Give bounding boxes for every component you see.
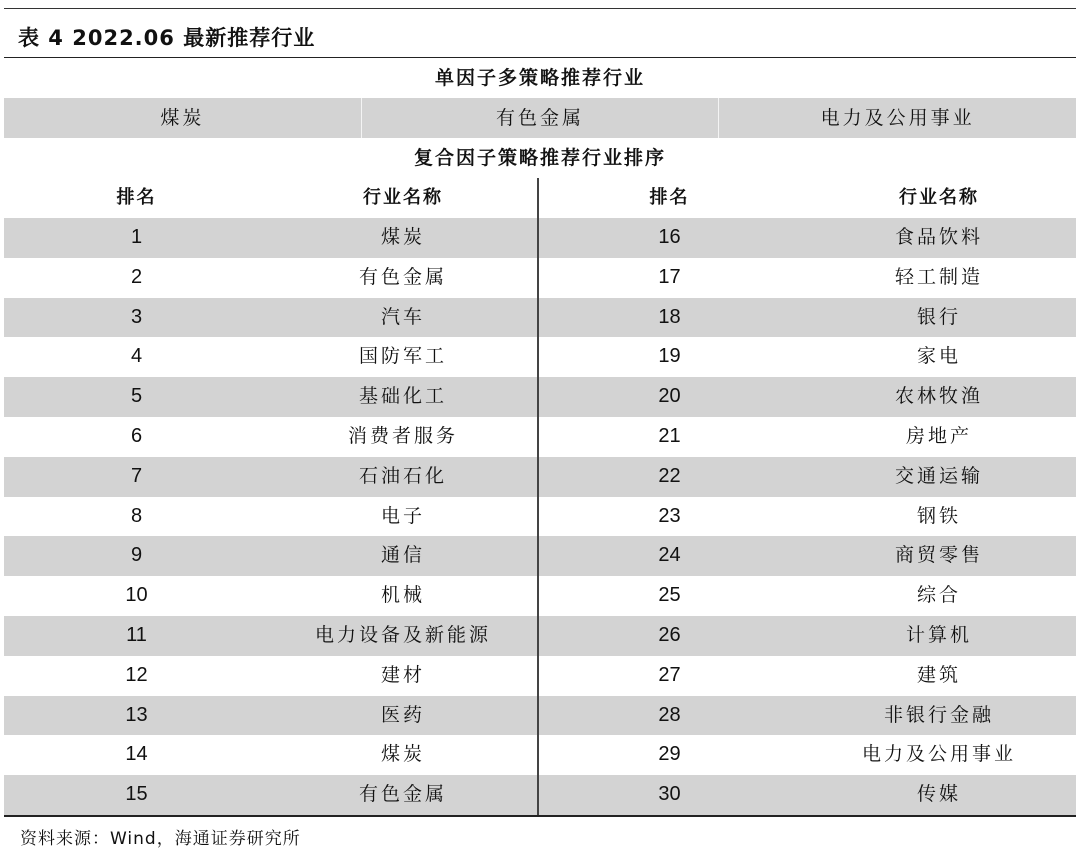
table-row bbox=[4, 696, 1076, 736]
table-title: 表 4 2022.06 最新推荐行业 bbox=[18, 26, 316, 50]
table-row bbox=[4, 298, 1076, 338]
table-row bbox=[4, 337, 1076, 377]
ranking-table-body bbox=[4, 218, 1076, 815]
rank-right: 25 bbox=[658, 584, 681, 607]
table-row bbox=[4, 735, 1076, 775]
table-row bbox=[4, 218, 1076, 258]
industry-right: 农林牧渔 bbox=[894, 385, 983, 408]
industry-left: 机械 bbox=[380, 584, 425, 607]
rank-left: 10 bbox=[125, 584, 148, 607]
single-factor-item: 有色金属 bbox=[362, 98, 720, 138]
rank-left: 3 bbox=[130, 305, 143, 328]
rank-right: 29 bbox=[658, 743, 681, 766]
table-row bbox=[4, 616, 1076, 656]
column-header-rank-right: 排名 bbox=[649, 187, 690, 208]
industry-left: 有色金属 bbox=[358, 783, 447, 806]
industry-right: 钢铁 bbox=[916, 504, 961, 527]
rank-right: 22 bbox=[658, 464, 681, 487]
industry-right: 计算机 bbox=[905, 623, 972, 646]
rank-right: 17 bbox=[658, 265, 681, 288]
industry-right: 电力及公用事业 bbox=[861, 743, 1016, 766]
rank-left: 13 bbox=[125, 703, 148, 726]
rank-right: 16 bbox=[658, 226, 681, 248]
rank-left: 11 bbox=[126, 623, 147, 646]
rank-right: 26 bbox=[658, 623, 681, 646]
table-bottom-rule bbox=[4, 815, 1076, 817]
industry-right: 综合 bbox=[916, 584, 961, 607]
industry-left: 石油石化 bbox=[358, 464, 447, 487]
table-row bbox=[4, 576, 1076, 616]
industry-left: 基础化工 bbox=[358, 385, 447, 408]
table-row bbox=[4, 536, 1076, 576]
rank-left: 8 bbox=[130, 504, 143, 527]
industry-right: 房地产 bbox=[905, 424, 972, 447]
rank-right: 27 bbox=[658, 663, 681, 686]
single-factor-item: 电力及公用事业 bbox=[820, 107, 975, 129]
rank-left: 4 bbox=[130, 345, 143, 368]
industry-left: 医药 bbox=[380, 703, 425, 726]
industry-left: 汽车 bbox=[380, 305, 425, 328]
industry-left: 有色金属 bbox=[358, 265, 447, 288]
industry-left: 煤炭 bbox=[380, 743, 425, 766]
rank-left: 1 bbox=[130, 226, 143, 248]
table-title-bar bbox=[4, 8, 1076, 58]
rank-left: 2 bbox=[130, 265, 143, 288]
rank-right: 28 bbox=[658, 703, 681, 726]
table-row bbox=[4, 775, 1076, 815]
table-row bbox=[4, 417, 1076, 457]
source-note: 资料来源：Wind，海通证券研究所 bbox=[20, 829, 301, 849]
industry-right: 传媒 bbox=[916, 783, 961, 806]
industry-right: 家电 bbox=[916, 345, 961, 368]
single-factor-header: 单因子多策略推荐行业 bbox=[434, 67, 645, 89]
rank-left: 6 bbox=[130, 424, 143, 447]
rank-right: 19 bbox=[658, 345, 681, 368]
rank-right: 21 bbox=[658, 424, 681, 447]
table-row bbox=[4, 258, 1076, 298]
rank-left: 7 bbox=[130, 464, 143, 487]
rank-right: 24 bbox=[658, 544, 681, 567]
industry-left: 国防军工 bbox=[358, 345, 447, 368]
table-row bbox=[4, 457, 1076, 497]
rank-right: 18 bbox=[658, 305, 681, 328]
industry-right: 非银行金融 bbox=[883, 703, 994, 726]
industry-right: 商贸零售 bbox=[894, 544, 983, 567]
column-header-rank-left: 排名 bbox=[116, 187, 157, 208]
rank-left: 14 bbox=[125, 743, 148, 766]
table-row bbox=[4, 497, 1076, 537]
composite-factor-header: 复合因子策略推荐行业排序 bbox=[413, 147, 666, 169]
industry-left: 消费者服务 bbox=[347, 424, 458, 447]
industry-right: 银行 bbox=[916, 305, 961, 328]
rank-left: 5 bbox=[130, 385, 143, 408]
industry-left: 通信 bbox=[380, 544, 425, 567]
rank-right: 20 bbox=[658, 385, 681, 408]
table-row bbox=[4, 377, 1076, 417]
rank-left: 12 bbox=[125, 663, 148, 686]
industry-left: 煤炭 bbox=[380, 226, 425, 248]
industry-right: 建筑 bbox=[916, 663, 961, 686]
column-header-name-right: 行业名称 bbox=[899, 187, 979, 208]
rank-right: 30 bbox=[658, 783, 681, 806]
rank-left: 9 bbox=[130, 544, 143, 567]
table-row bbox=[4, 656, 1076, 696]
column-header-name-left: 行业名称 bbox=[363, 187, 443, 208]
rank-right: 23 bbox=[658, 504, 681, 527]
single-factor-row bbox=[4, 98, 1076, 138]
single-factor-item: 煤炭 bbox=[4, 98, 362, 138]
column-divider bbox=[537, 178, 539, 815]
industry-left: 电子 bbox=[380, 504, 425, 527]
industry-left: 建材 bbox=[380, 663, 425, 686]
industry-right: 轻工制造 bbox=[894, 265, 983, 288]
rank-left: 15 bbox=[125, 783, 148, 806]
industry-right: 交通运输 bbox=[894, 464, 983, 487]
industry-left: 电力设备及新能源 bbox=[314, 623, 491, 646]
industry-right: 食品饮料 bbox=[894, 226, 983, 248]
